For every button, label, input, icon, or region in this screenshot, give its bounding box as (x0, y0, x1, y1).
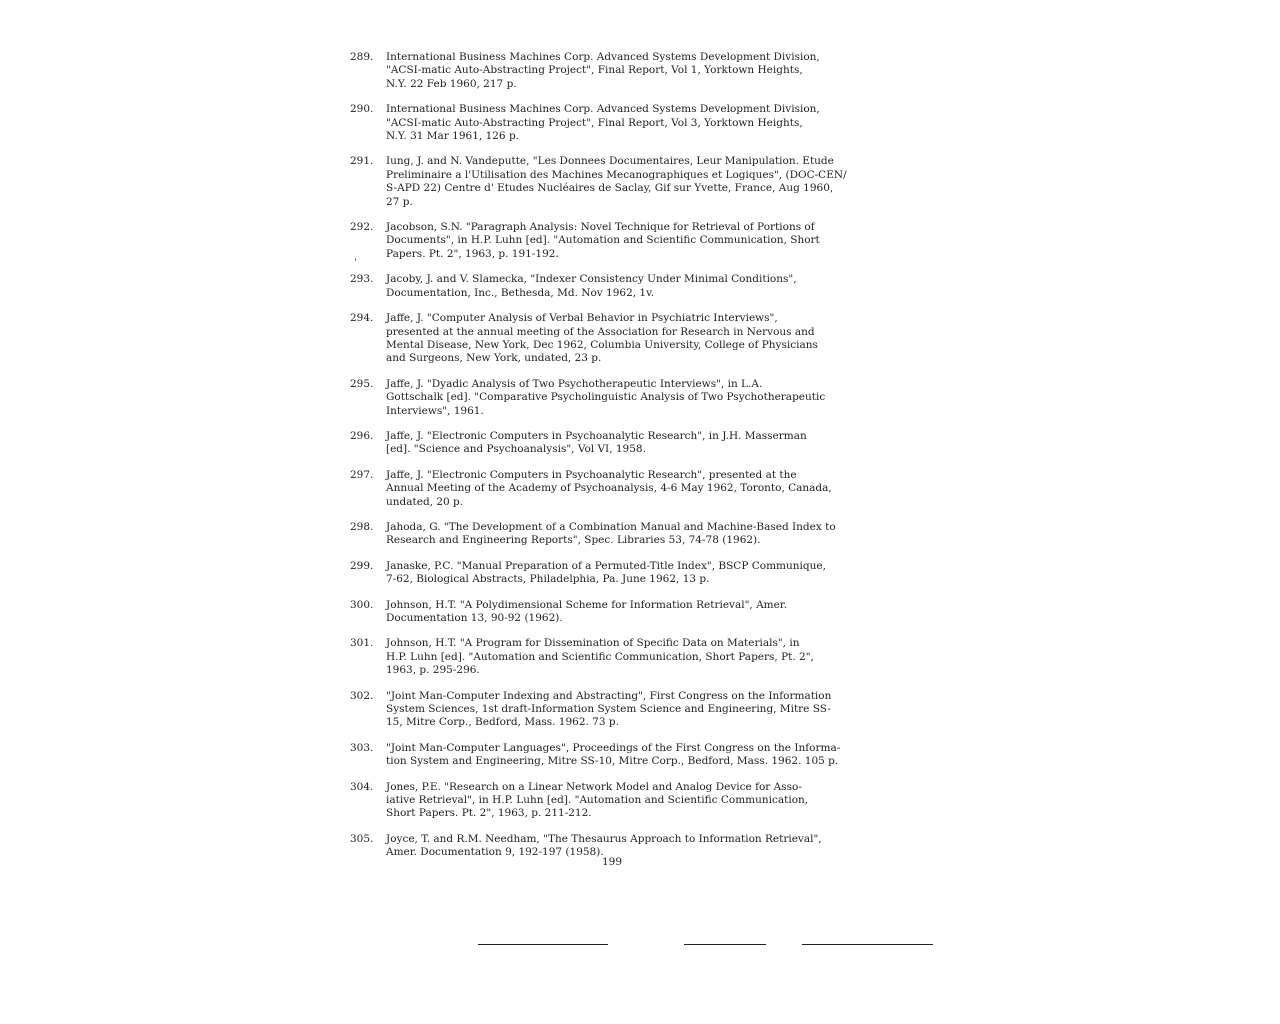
reference-entry (350, 378, 890, 418)
reference-line: "ACSI-matic Auto-Abstracting Project", Final Report, Vol 3, Yorktown Heights, (386, 116, 803, 129)
reference-line: N.Y. 22 Feb 1960, 217 p. (386, 77, 517, 90)
reference-line: N.Y. 31 Mar 1961, 126 p. (386, 130, 520, 143)
reference-line: Johnson, H.T. "A Polydimensional Scheme for Information Retrieval", Amer. (386, 598, 788, 611)
reference-line: Mental Disease, New York, Dec 1962, Columbia University, College of Physicians (386, 338, 818, 351)
reference-number: 296. (350, 429, 374, 442)
reference-line: Jaffe, J. "Electronic Computers in Psychoanalytic Research", presented at the (386, 468, 797, 481)
reference-entry (350, 155, 890, 209)
reference-line: Amer. Documentation 9, 192-197 (1958). (386, 846, 604, 859)
reference-entry (350, 273, 890, 300)
reference-line: Jacoby, J. and V. Slamecka, "Indexer Consistency Under Minimal Conditions", (386, 273, 797, 286)
reference-number: 305. (350, 832, 374, 845)
reference-number: 295. (350, 377, 374, 390)
reference-line: tion System and Engineering, Mitre SS-10, Mitre Corp., Bedford, Mass. 1962. 105 p. (386, 755, 839, 768)
reference-number: 290. (350, 103, 374, 116)
reference-line: Jahoda, G. "The Development of a Combination Manual and Machine-Based Index to (386, 520, 836, 533)
reference-line: 27 p. (386, 195, 413, 208)
reference-entry (350, 221, 890, 261)
reference-entry (350, 312, 890, 366)
reference-line: Janaske, P.C. "Manual Preparation of a Permuted-Title Index", BSCP Communique, (386, 559, 826, 572)
reference-number: 300. (350, 598, 374, 611)
reference-line: undated, 20 p. (386, 495, 464, 508)
reference-number: 289. (350, 51, 374, 63)
reference-entry (350, 103, 890, 143)
reference-line: and Surgeons, New York, undated, 23 p. (386, 352, 602, 365)
reference-number: 299. (350, 559, 374, 572)
reference-line: Joyce, T. and R.M. Needham, "The Thesaurus Approach to Information Retrieval", (386, 832, 822, 845)
reference-line: 15, Mitre Corp., Bedford, Mass. 1962. 73 p. (386, 716, 619, 729)
reference-line: Preliminaire a l'Utilisation des Machines Mecanographiques et Logiques", (DOC-CEN/ (386, 168, 847, 181)
reference-line: Short Papers. Pt. 2", 1963, p. 211-212. (386, 807, 592, 820)
reference-line: Jaffe, J. "Electronic Computers in Psychoanalytic Research", in J.H. Masserman (386, 429, 807, 442)
reference-line: [ed]. "Science and Psychoanalysis", Vol VI, 1958. (386, 443, 646, 456)
reference-entry (350, 637, 890, 677)
reference-number: 294. (350, 312, 374, 325)
reference-line: presented at the annual meeting of the Association for Research in Nervous and (386, 325, 815, 338)
reference-line: 7-62, Biological Abstracts, Philadelphia, Pa. June 1962, 13 p. (386, 573, 710, 586)
reference-line: System Sciences, 1st draft-Information System Science and Engineering, Mitre SS- (386, 703, 831, 716)
reference-line: "ACSI-matic Auto-Abstracting Project", Final Report, Vol 1, Yorktown Heights, (386, 64, 803, 77)
reference-number: 291. (350, 155, 374, 168)
reference-line: Jones, P.E. "Research on a Linear Network Model and Analog Device for Asso- (386, 780, 802, 793)
reference-entry (350, 469, 890, 509)
reference-line: Documentation 13, 90-92 (1962). (386, 612, 563, 624)
reference-number: 292. (350, 221, 374, 234)
reference-entry (350, 742, 890, 769)
footer-rule (478, 944, 608, 945)
reference-line: "Joint Man-Computer Languages", Proceedings of the First Congress on the Informa- (386, 741, 841, 754)
reference-number: 297. (350, 468, 374, 481)
reference-line: Gottschalk [ed]. "Comparative Psycholinguistic Analysis of Two Psychotherapeutic (386, 391, 826, 404)
reference-line: Johnson, H.T. "A Program for Dissemination of Specific Data on Materials", in (386, 637, 800, 650)
reference-line: Papers. Pt. 2", 1963, p. 191-192. (386, 247, 559, 260)
reference-line: Jaffe, J. "Computer Analysis of Verbal Behavior in Psychiatric Interviews", (386, 312, 778, 325)
footer-rule (684, 944, 766, 945)
reference-line: Iung, J. and N. Vandeputte, "Les Donnees Documentaires, Leur Manipulation. Etude (386, 155, 834, 168)
page-number: 199 (602, 856, 623, 868)
reference-number: 303. (350, 741, 374, 754)
reference-line: H.P. Luhn [ed]. "Automation and Scientific Communication, Short Papers, Pt. 2", (386, 650, 814, 663)
reference-line: Annual Meeting of the Academy of Psychoanalysis, 4-6 May 1962, Toronto, Canada, (386, 482, 832, 495)
footer-rule (802, 944, 933, 945)
reference-line: International Business Machines Corp. Advanced Systems Development Division, (386, 103, 820, 116)
reference-line: "Joint Man-Computer Indexing and Abstracting", First Congress on the Information (386, 689, 832, 702)
reference-line: Documents", in H.P. Luhn [ed]. "Automation and Scientific Communication, Short (386, 234, 820, 247)
reference-line: iative Retrieval", in H.P. Luhn [ed]. "Automation and Scientific Communication, (386, 794, 809, 807)
reference-number: 301. (350, 637, 374, 650)
reference-line: Research and Engineering Reports", Spec. Libraries 53, 74-78 (1962). (386, 534, 761, 547)
reference-entry (350, 521, 890, 548)
reference-number: 298. (350, 520, 374, 533)
reference-line: Jacobson, S.N. "Paragraph Analysis: Novel Technique for Retrieval of Portions of (386, 221, 815, 234)
reference-number: 293. (350, 273, 374, 286)
reference-line: International Business Machines Corp. Advanced Systems Development Division, (386, 51, 820, 63)
reference-line: S-APD 22) Centre d' Etudes Nucléaires de Saclay, Gif sur Yvette, France, Aug 1960, (386, 182, 834, 195)
reference-line: Interviews", 1961. (386, 404, 484, 417)
reference-line: Documentation, Inc., Bethesda, Md. Nov 1962, 1v. (386, 286, 655, 299)
reference-entry (350, 599, 890, 626)
reference-entry (350, 51, 890, 91)
margin-mark (355, 258, 356, 261)
reference-entry (350, 690, 890, 730)
reference-entry (350, 781, 890, 821)
reference-line: Jaffe, J. "Dyadic Analysis of Two Psychotherapeutic Interviews", in L.A. (386, 377, 763, 390)
reference-number: 302. (350, 689, 374, 702)
reference-line: 1963, p. 295-296. (386, 664, 480, 677)
reference-list (350, 51, 890, 860)
reference-entry (350, 560, 890, 587)
reference-number: 304. (350, 780, 374, 793)
reference-entry (350, 430, 890, 457)
